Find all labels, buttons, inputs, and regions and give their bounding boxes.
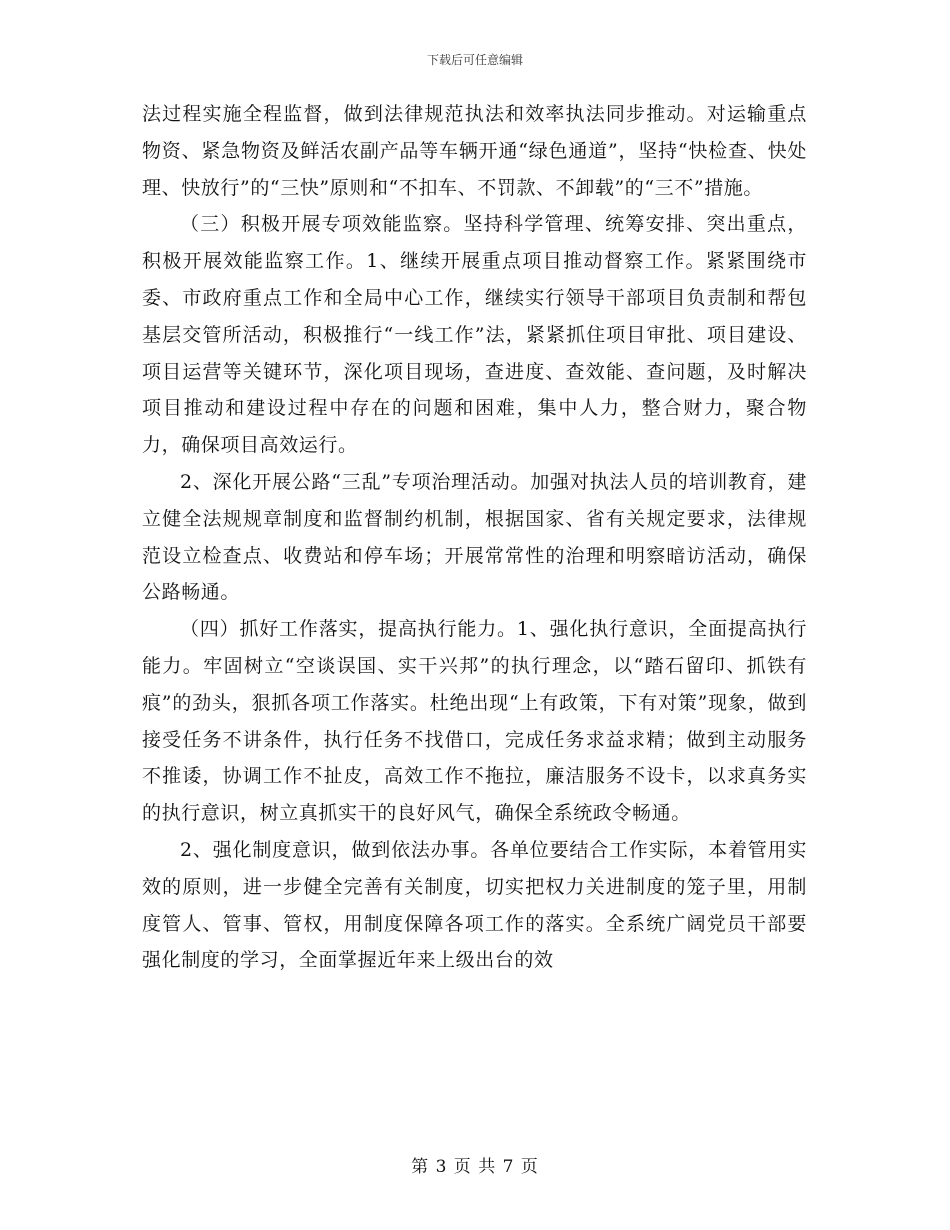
document-body bbox=[142, 96, 807, 979]
page-number-footer: 第 3 页 共 7 页 bbox=[411, 1157, 539, 1177]
paragraph-3: 2、深化开展公路“三乱”专项治理活动。加强对执法人员的培训教育，建立健全法规规章制度和监督制约机制，根据国家、省有关规定要求，法律规范设立检查点、收费站和停车场；开展常常性的治理和明察暗访活动，确保公路畅通。 bbox=[142, 470, 807, 604]
paragraph-2: （三）积极开展专项效能监察。坚持科学管理、统筹安排、突出重点，积极开展效能监察工作。1、继续开展重点项目推动督察工作。紧紧围绕市委、市政府重点工作和全局中心工作，继续实行领导干部项目负责制和帮包基层交管所活动，积极推行“一线工作”法，紧紧抓住项目审批、项目建设、项目运营等关键环节，深化项目现场，查进度、查效能、查问题，及时解决项目推动和建设过程中存在的问题和困难，集中人力，整合财力，聚合物力，确保项目高效运行。 bbox=[142, 213, 807, 457]
paragraph-1: 法过程实施全程监督，做到法律规范执法和效率执法同步推动。对运输重点物资、紧急物资及鲜活农副产品等车辆开通“绿色通道”，坚持“快检查、快处理、快放行”的“三快”原则和“不扣车、不罚款、不卸载”的“三不”措施。 bbox=[142, 103, 807, 199]
paragraph-4: （四）抓好工作落实，提高执行能力。1、强化执行意识，全面提高执行能力。牢固树立“空谈误国、实干兴邦”的执行理念，以“踏石留印、抓铁有痕”的劲头，狠抓各项工作落实。杜绝出现“上有政策，下有对策”现象，做到接受任务不讲条件，执行任务不找借口，完成任务求益求精；做到主动服务不推诿，协调工作不扯皮，高效工作不拖拉，廉洁服务不设卡，以求真务实的执行意识，树立真抓实干的良好风气，确保全系统政令畅通。 bbox=[142, 618, 807, 825]
paragraph-5: 2、强化制度意识，做到依法办事。各单位要结合工作实际，本着管用实效的原则，进一步健全完善有关制度，切实把权力关进制度的笼子里，用制度管人、管事、管权，用制度保障各项工作的落实。全系统广阔党员干部要强化制度的学习，全面掌握近年来上级出台的效 bbox=[142, 838, 807, 972]
page-header-note: 下载后可任意编辑 bbox=[426, 53, 523, 67]
